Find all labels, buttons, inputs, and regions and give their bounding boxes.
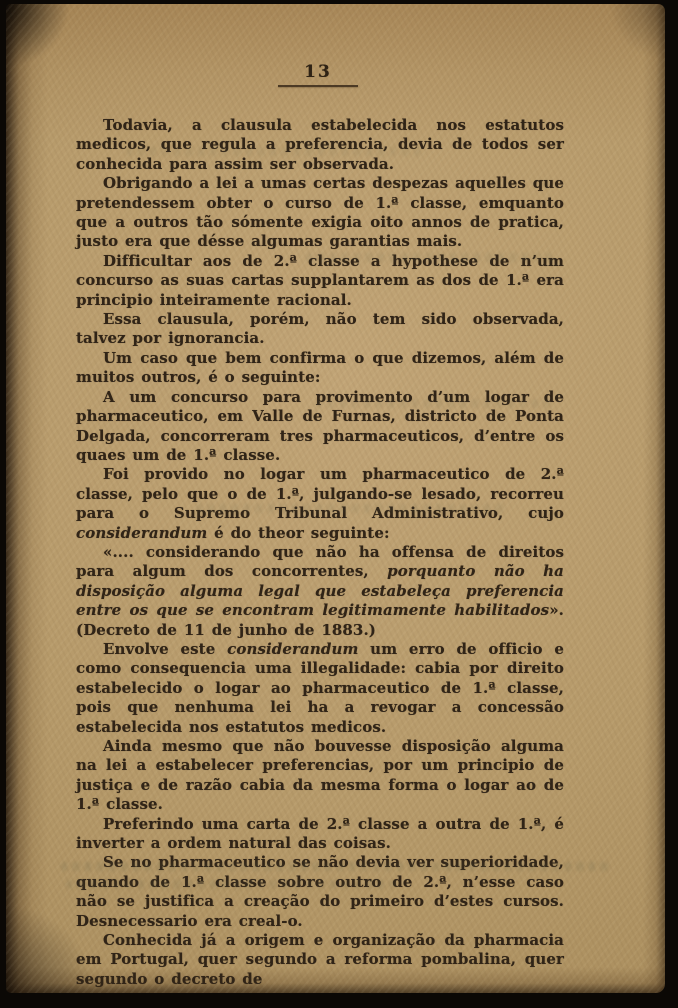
- page-number-rule: [278, 85, 358, 87]
- text-segment: Foi provido no logar um pharmaceutico de 2.ª classe, pelo que o de 1.ª, julgando-se lesado, recorreu para o Supremo Tribunal Administrativo, cujo: [76, 465, 564, 523]
- bleedthrough-ghost: [196, 504, 506, 513]
- body-text: [76, 116, 564, 989]
- text-segment: Essa clausula, porém, não tem sido observada, talvez por ignorancia.: [76, 310, 564, 348]
- paragraph: [76, 815, 564, 854]
- text-segment: «.... considerando que não ha offensa de direitos para algum dos concorrentes,: [76, 542, 564, 581]
- text-segment: Um caso que bem confirma o que dizemos, além de muitos outros, é o seguinte:: [76, 348, 564, 387]
- text-segment: A um concurso para provimento d’um logar de pharmaceutico, em Valle de Furnas, districto de Ponta Delgada, concorreram tres pharmaceuticos, d’entre os quaes um de 1.ª classe.: [76, 387, 564, 464]
- paragraph: [76, 931, 564, 989]
- text-segment: Obrigando a lei a umas certas despezas aquelles que pretendessem obter o curso de 1.ª classe, emquanto que a outros tão sómente exigia oito annos de pratica, justo era que désse algumas garantias mais.: [76, 174, 564, 251]
- paragraph: [76, 116, 564, 174]
- bleedthrough-ghost: [61, 862, 611, 871]
- paper-page: [6, 4, 665, 993]
- bleedthrough-ghost: [66, 880, 396, 889]
- italic-text-segment: considerandum: [76, 523, 208, 542]
- bleedthrough-ghost: [316, 399, 551, 408]
- paragraph: [76, 737, 564, 815]
- text-segment: Se no pharmaceutico se não devia ver superioridade, quando de 1.ª classe sobre outro de 2.ª, n’esse caso não se justifica a creação do primeiro d’estes cursos. Desnecessario era creal-o.: [76, 853, 564, 930]
- bleedthrough-ghost: [306, 253, 556, 262]
- text-segment: Todavia, a clausula estabelecida nos estatutos medicos, que regula a preferencia, devia de todos ser conhecida para assim ser observada.: [76, 116, 564, 173]
- bleedthrough-ghost: [126, 147, 426, 156]
- paragraph: [76, 310, 564, 349]
- paragraph: [76, 543, 564, 640]
- paragraph: [76, 174, 564, 252]
- text-segment: Difficultar aos de 2.ª classe a hypothese de n’um concurso as suas cartas supplantarem as dos de 1.ª era principio inteiramente racional.: [76, 251, 564, 309]
- italic-text-segment: porquanto não ha disposição alguma legal que estabeleça preferencia entre os que se encontram legitimamente habilitados: [76, 562, 564, 620]
- paragraph: [76, 640, 564, 737]
- text-segment: Envolve este: [103, 639, 228, 658]
- text-segment: Ainda mesmo que não bouvesse disposição alguma na lei a estabelecer preferencias, por um principio de justiça e de razão cabia da mesma forma o logar ao de 1.ª classe.: [76, 737, 564, 814]
- text-segment: Conhecida já a origem e organização da pharmacia em Portugal, quer segundo a reforma pombalina, quer segundo o decreto de: [76, 931, 564, 988]
- text-segment: Preferindo uma carta de 2.ª classe a outra de 1.ª, é inverter a ordem natural das coisas.: [76, 814, 564, 853]
- italic-text-segment: considerandum: [227, 639, 359, 658]
- text-segment: ». (Decreto de 11 de junho de 1883.): [76, 601, 564, 639]
- page-number: 13: [304, 62, 332, 82]
- text-segment: é do theor seguinte:: [207, 523, 390, 542]
- paragraph: [76, 349, 564, 388]
- page-header: [78, 62, 558, 87]
- text-segment: um erro de officio e como consequencia uma illegalidade: cabia por direito estabelecido o logar ao pharmaceutico de 1.ª classe, pois que nenhuma lei ha a revogar a concessão estabelecida nos estatutos medicos.: [76, 639, 564, 736]
